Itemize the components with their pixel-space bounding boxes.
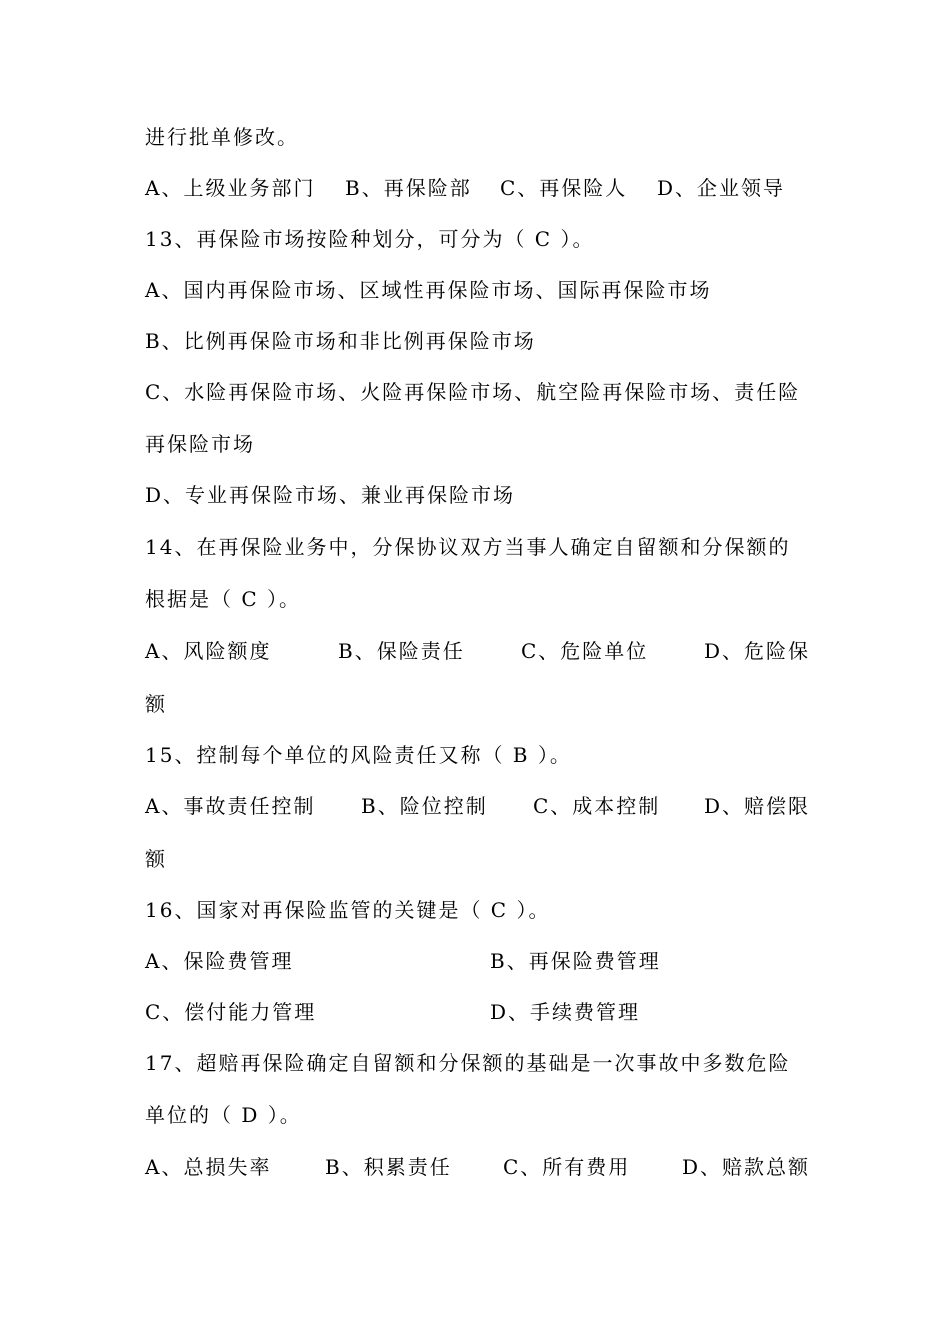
question-16: 16、国家对再保险监管的关键是（ C ）。: [145, 898, 551, 922]
option-d: D、手续费管理: [490, 1000, 641, 1024]
option-d: D、赔款总额: [682, 1155, 811, 1179]
option-b: B、积累责任: [325, 1155, 452, 1179]
question-13-option-a: A、国内再保险市场、区域性再保险市场、国际再保险市场: [145, 278, 712, 302]
option-c: C、所有费用: [503, 1155, 631, 1179]
option-row: [145, 634, 825, 668]
option-a: A、事故责任控制: [145, 794, 316, 818]
option-b: B、保险责任: [338, 639, 465, 663]
question-14: 14、在再保险业务中，分保协议双方当事人确定自留额和分保额的: [145, 535, 791, 559]
question-15: 15、控制每个单位的风险责任又称（ B ）。: [145, 743, 572, 767]
option-c: C、危险单位: [521, 639, 649, 663]
option-d: D、企业领导: [657, 176, 786, 200]
question-13-option-d: D、专业再保险市场、兼业再保险市场: [145, 483, 516, 507]
option-row: [145, 944, 825, 978]
option-d-continued: 额: [145, 847, 167, 871]
option-c: C、偿付能力管理: [145, 1000, 317, 1024]
option-b: B、再保险部: [345, 176, 472, 200]
option-a: A、上级业务部门: [145, 176, 316, 200]
text-line: 进行批单修改。: [145, 125, 299, 149]
question-13-option-c-continued: 再保险市场: [145, 432, 255, 456]
option-a: A、保险费管理: [145, 949, 294, 973]
question-13-option-b: B、比例再保险市场和非比例再保险市场: [145, 329, 536, 353]
option-row: [145, 171, 825, 205]
option-row: [145, 789, 825, 823]
option-d: D、危险保: [704, 639, 811, 663]
question-13: 13、再保险市场按险种划分，可分为（ C ）。: [145, 227, 595, 251]
question-14-continued: 根据是（ C ）。: [145, 587, 302, 611]
option-c: C、成本控制: [533, 794, 661, 818]
option-a: A、风险额度: [145, 639, 272, 663]
question-13-option-c: C、水险再保险市场、火险再保险市场、航空险再保险市场、责任险: [145, 380, 801, 404]
option-d: D、赔偿限: [704, 794, 811, 818]
option-row: [145, 1150, 825, 1184]
question-17-continued: 单位的（ D ）。: [145, 1103, 302, 1127]
option-row: [145, 995, 825, 1029]
option-d-continued: 额: [145, 692, 167, 716]
question-17: 17、超赔再保险确定自留额和分保额的基础是一次事故中多数危险: [145, 1051, 791, 1075]
option-b: B、险位控制: [361, 794, 488, 818]
option-c: C、再保险人: [500, 176, 628, 200]
option-b: B、再保险费管理: [490, 949, 661, 973]
option-a: A、总损失率: [145, 1155, 272, 1179]
